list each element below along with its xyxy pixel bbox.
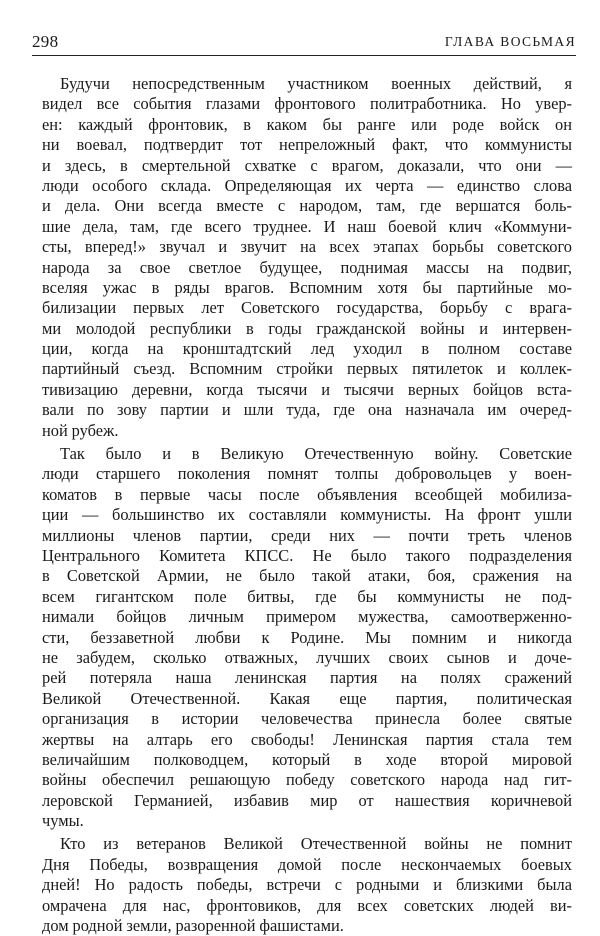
body-text [42,74,572,936]
text-line: Дня Победы, возвращения домой после нескончаемых боевых [42,854,572,874]
paragraph-1 [42,74,572,441]
text-line: миллионы членов партии, среди них — почти треть членов [42,525,572,545]
chapter-title: ГЛАВА ВОСЬМАЯ [444,34,576,49]
text-line: войны обеспечил решающую победу советского народа над гит- [42,770,572,790]
text-line: Будучи непосредственным участником военных действий, я [60,74,572,93]
text-line: сты, вперед!» звучал и звучит на всех этапах борьбы советского [42,237,572,257]
text-line: дней! Но радость победы, встречи с родными и близкими была [42,875,572,895]
text-line: Великой Отечественной. Какая еще партия, политическая [42,688,572,708]
page-header [32,30,576,56]
text-line: ни воевал, подтвердит тот непреложный факт, что коммунисты [42,135,572,155]
text-line: Кто из ветеранов Великой Отечественной войны не помнит [60,834,572,854]
text-line: видел все события глазами фронтового политработника. Но увер- [42,94,572,114]
text-line: сти, беззаветной любви к Родине. Мы помним и никогда [42,627,572,647]
text-line: ции — большинство их составляли коммунисты. На фронт ушли [42,505,572,525]
text-line: чумы. [42,811,84,831]
text-line: ми молодой республики в годы гражданской войны и интервен- [42,318,572,338]
text-line: партийный съезд. Вспомним стройки первых пятилеток и коллек- [42,359,572,379]
text-line: рей потеряла наша ленинская партия на полях сражений [42,668,572,688]
text-line: величайшим полководцем, который в ходе второй мировой [42,749,572,769]
text-line: организация в истории человечества принесла более святые [42,709,572,729]
text-line: жертвы на алтарь его свободы! Ленинская партия стала тем [42,729,572,749]
page-number: 298 [32,32,59,51]
text-line: шие дела, там, где всего труднее. И наш боевой клич «Коммуни- [42,216,572,236]
text-line: Центрального Комитета КПСС. Не было такого подразделения [42,545,572,565]
paragraph-3 [42,834,572,936]
text-line: в Советской Армии, не было такой атаки, боя, сражения на [42,566,572,586]
text-line: тивизацию деревни, когда тысячи и тысячи верных бойцов вста- [42,379,572,399]
text-line: ен: каждый фронтовик, в каком бы ранге или роде войск он [42,114,572,134]
header-rule [32,55,576,56]
text-line: ной рубеж. [42,420,119,440]
text-line: коматов в первые часы после объявления всеобщей мобилиза- [42,484,572,504]
text-line: леровской Германией, избавив мир от нашествия коричневой [42,790,572,810]
text-line: всем гигантском поле битвы, где бы коммунисты не под- [42,586,572,606]
text-line: люди особого склада. Определяющая их черта — единство слова [42,175,572,195]
text-line: народа за свое светлое будущее, поднимая массы на подвиг, [42,257,572,277]
text-line: и здесь, в смертельной схватке с врагом, доказали, что они — [42,155,572,175]
text-line: ции, когда на кронштадтский лед уходил в полном составе [42,339,572,359]
text-line: вселяя ужас в ряды врагов. Вспомним хотя бы партийные мо- [42,277,572,297]
text-line: и дела. Они всегда вместе с народом, там, где вершатся боль- [42,196,572,216]
text-line: вали по зову партии и шли туда, где она назначала им очеред- [42,400,572,420]
text-line: не забудем, сколько отважных, лучших своих сынов и доче- [42,647,572,667]
text-line: Так было и в Великую Отечественную войну. Советские [60,444,572,464]
text-line: дом родной земли, разоренной фашистами. [42,916,344,936]
text-line: люди старшего поколения помнят толпы добровольцев у воен- [42,464,572,484]
text-line: нимали бойцов личным примером мужества, самоотверженно- [42,607,572,627]
text-line: билизации первых лет Советского государства, борьбу с врага- [42,298,572,318]
paragraph-2 [42,444,572,831]
text-line: омрачена для нас, фронтовиков, для всех советских людей ви- [42,895,572,915]
